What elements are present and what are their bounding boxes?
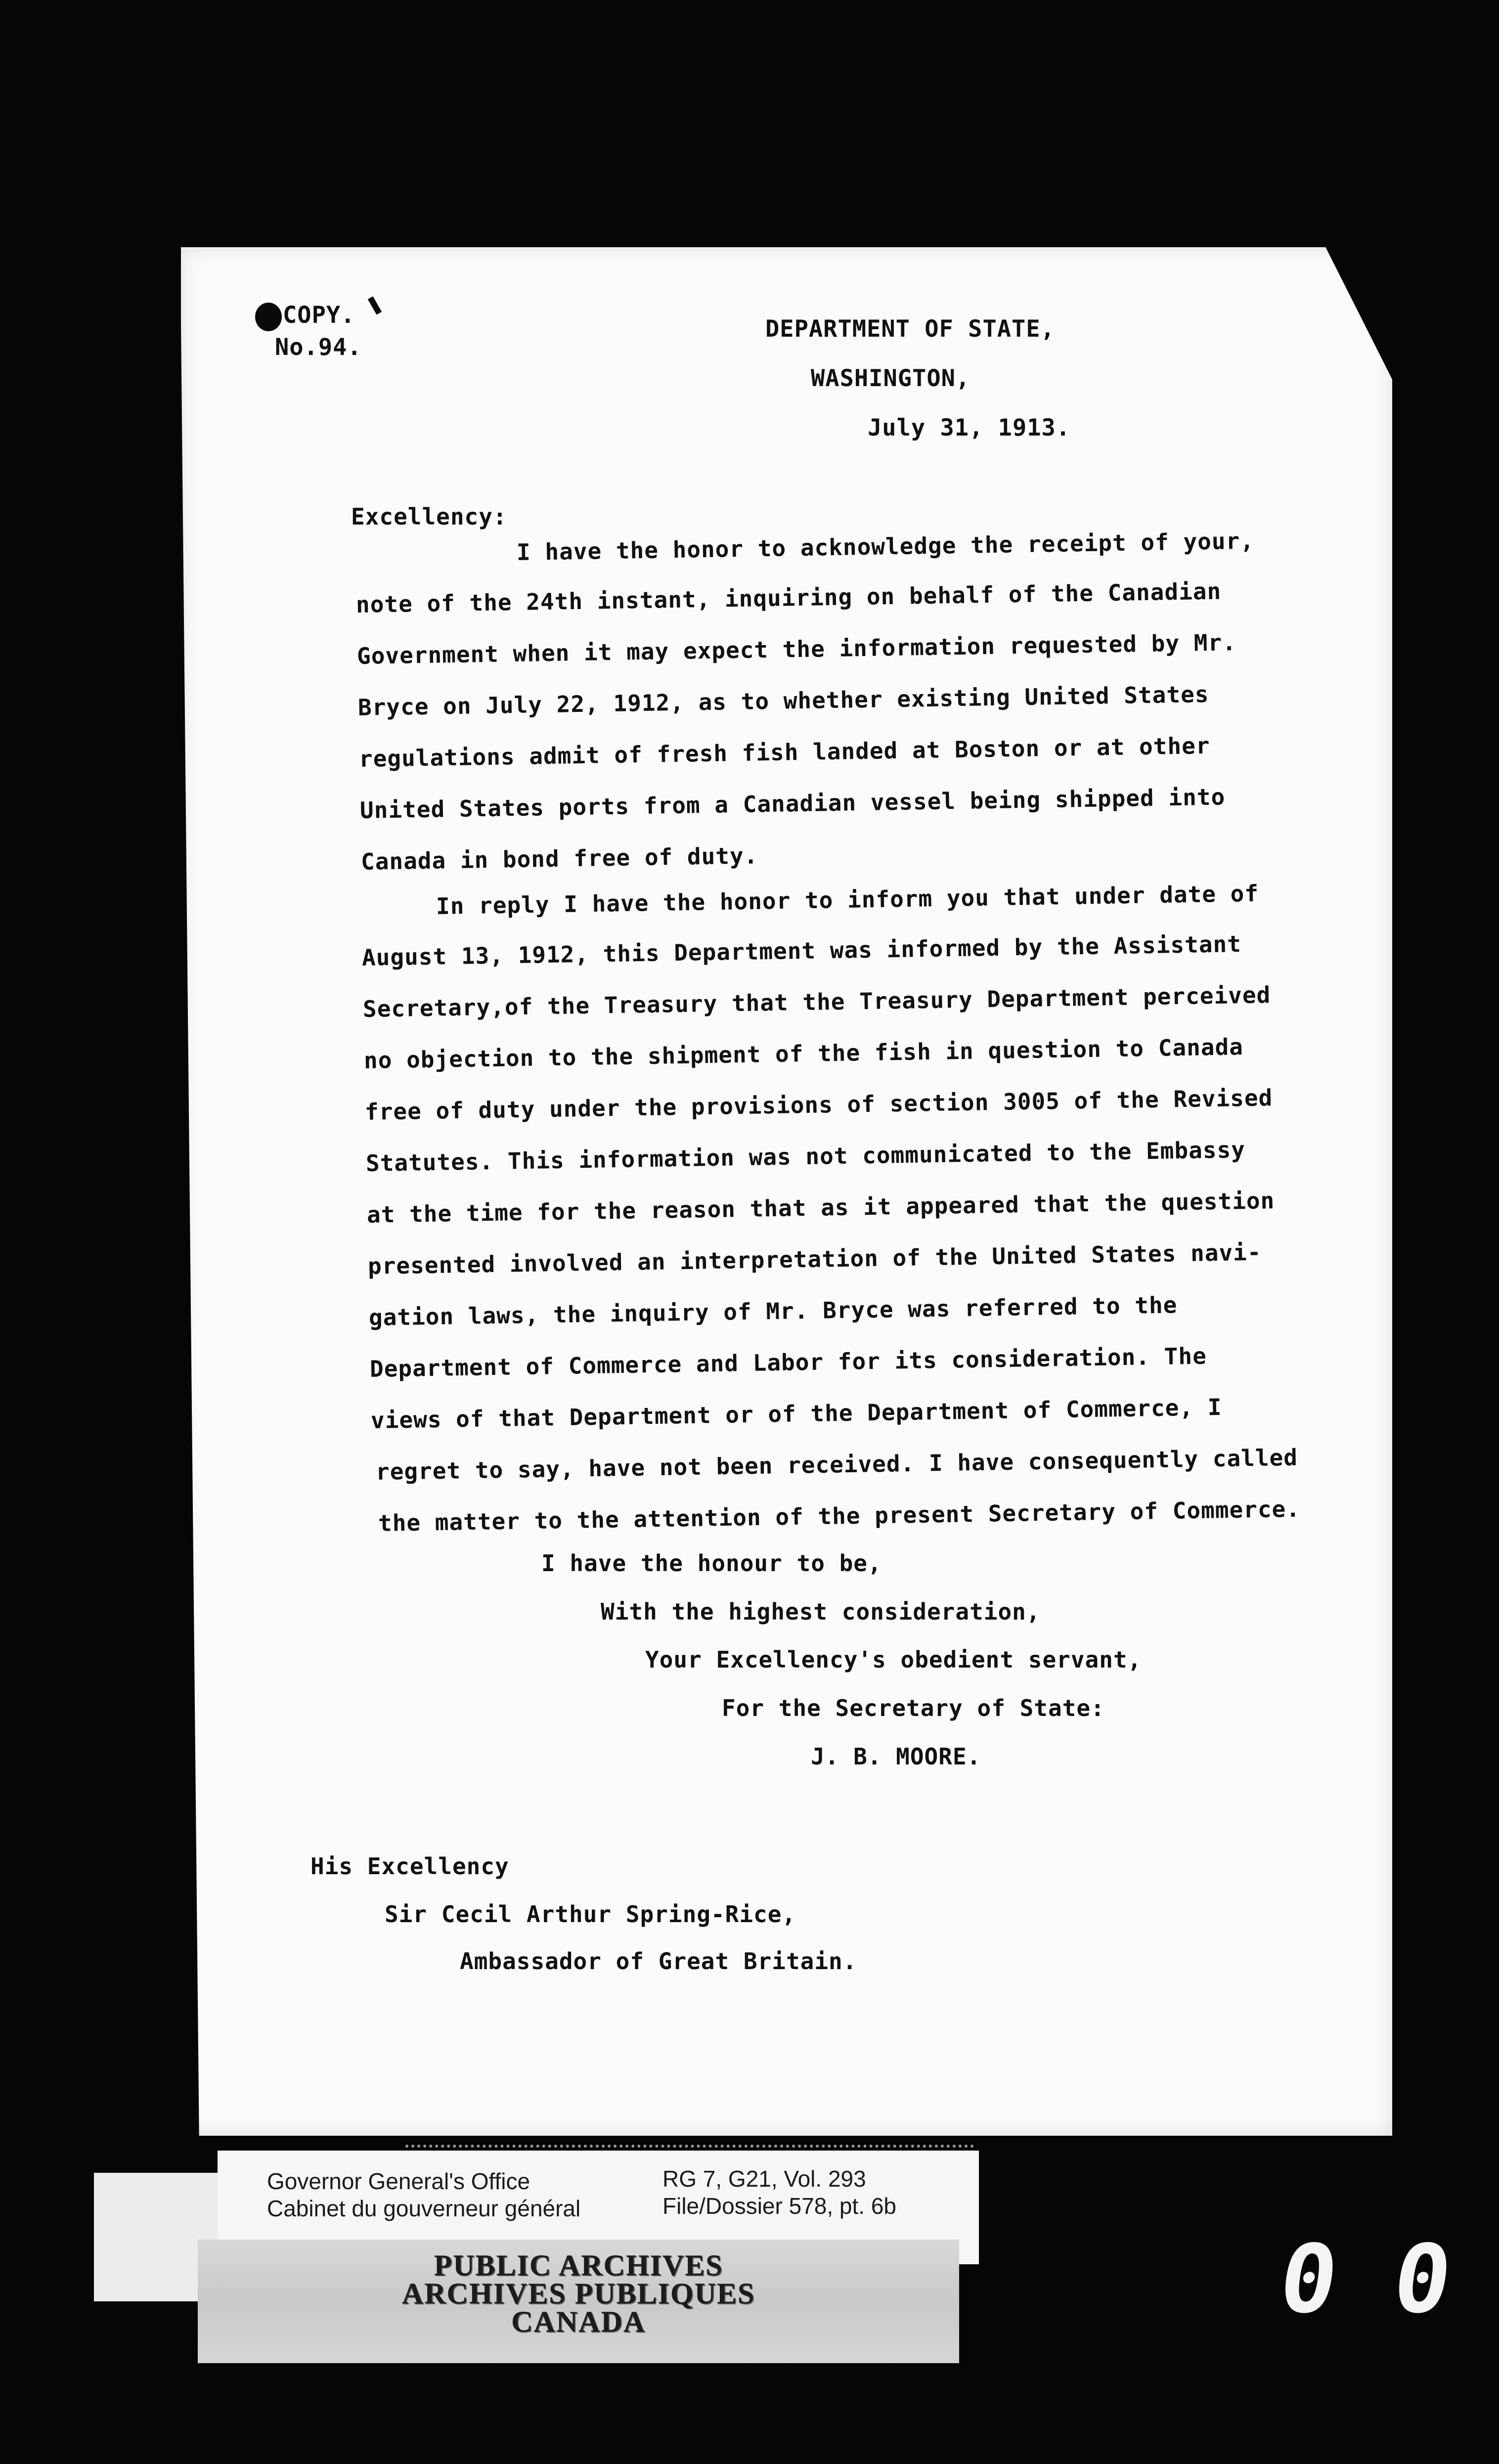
paragraph-line: Bryce on July 22, 1912, as to whether existing United States — [357, 680, 1209, 721]
addressee-line: Sir Cecil Arthur Spring-Rice, — [385, 1901, 796, 1928]
paragraph-line: note of the 24th instant, inquiring on behalf of the Canadian — [355, 577, 1222, 618]
paragraph-line: regulations admit of fresh fish landed at Boston or at other — [358, 732, 1210, 772]
closing-line: Your Excellency's obedient servant, — [645, 1646, 1142, 1673]
paragraph-line: the matter to the attention of the present Secretary of Commerce. — [378, 1495, 1301, 1537]
paragraph-line: Department of Commerce and Labor for its consideration. The — [369, 1342, 1207, 1382]
stamp-line-2: ARCHIVES PUBLIQUES — [401, 2277, 755, 2310]
paragraph-line: United States ports from a Canadian vessel being shipped into — [359, 783, 1226, 824]
office-english: Governor General's Office — [267, 2168, 530, 2194]
paragraph-line: I have the honor to acknowledge the receipt of your, — [516, 527, 1255, 566]
paragraph-line: Secretary,of the Treasury that the Treasury Department perceived — [362, 981, 1271, 1022]
closing-line: For the Secretary of State: — [722, 1695, 1105, 1721]
addressee-line: Ambassador of Great Britain. — [460, 1948, 857, 1975]
paragraph-line: Government when it may expect the information requested by Mr. — [356, 629, 1237, 669]
paragraph-line: Statutes. This information was not communicated to the Embassy — [365, 1136, 1246, 1177]
paragraph-line: Canada in bond free of duty. — [360, 842, 758, 875]
paragraph-line: presented involved an interpretation of the United States navi- — [367, 1238, 1262, 1279]
salutation: Excellency: — [351, 503, 507, 530]
paragraph-line: In reply I have the honor to inform you that under date of — [436, 880, 1259, 920]
archive-file: File/Dossier 578, pt. 6b — [662, 2193, 897, 2219]
frame-digit-left: 0 — [1273, 2225, 1345, 2334]
paragraph-line: August 13, 1912, this Department was informed by the Assistant — [361, 930, 1242, 971]
office-french: Cabinet du gouverneur général — [267, 2196, 581, 2221]
copy-label: COPY. — [283, 302, 355, 329]
closing-line: With the highest consideration, — [601, 1598, 1041, 1625]
ink-blot — [255, 303, 282, 331]
signature: J. B. MOORE. — [811, 1743, 981, 1770]
city-heading: WASHINGTON, — [811, 365, 970, 392]
paragraph-line: regret to say, have not been received. I have consequently called — [375, 1444, 1298, 1485]
dotted-rule — [405, 2145, 974, 2148]
paragraph-line: free of duty under the provisions of section 3005 of the Revised — [364, 1084, 1273, 1125]
paragraph-line: at the time for the reason that as it appeared that the question — [366, 1187, 1275, 1228]
closing-line: I have the honour to be, — [541, 1550, 882, 1577]
paragraph-line: gation laws, the inquiry of Mr. Bryce was referred to the — [368, 1291, 1178, 1331]
document-number: No.94. — [275, 334, 362, 361]
letter-date: July 31, 1913. — [868, 414, 1071, 441]
stamp-line-3: CANADA — [511, 2305, 646, 2338]
paragraph-line: no objection to the shipment of the fish in question to Canada — [363, 1033, 1244, 1074]
addressee-line: His Excellency — [310, 1853, 509, 1880]
frame-digit-right: 0 — [1386, 2225, 1458, 2334]
paragraph-line: views of that Department or of the Department of Commerce, I — [370, 1393, 1222, 1434]
department-heading: DEPARTMENT OF STATE, — [765, 315, 1055, 343]
stamp-line-1: PUBLIC ARCHIVES — [434, 2249, 723, 2282]
archive-reference: RG 7, G21, Vol. 293 — [662, 2166, 866, 2192]
